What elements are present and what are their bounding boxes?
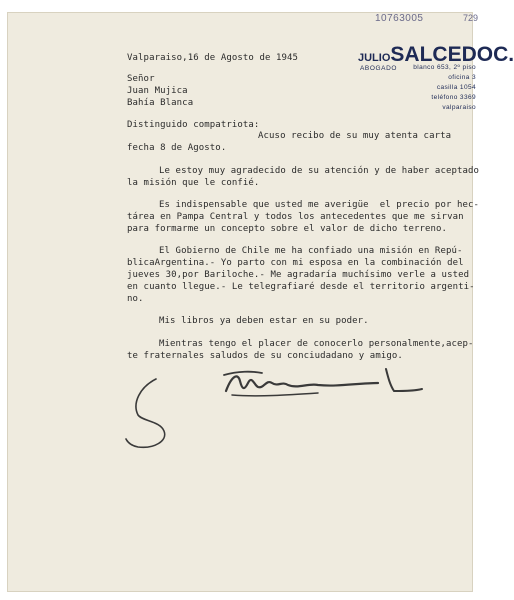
salutation: Distinguido compatriota: — [127, 120, 260, 130]
recipient-line: Señor — [127, 74, 155, 84]
letterhead-title: ABOGADO — [360, 65, 398, 72]
recipient-line: Juan Mujica — [127, 86, 188, 96]
handwritten-signature — [218, 361, 438, 401]
letterhead-last-name: SALCEDO — [390, 43, 494, 66]
paragraph-line: Le estoy muy agradecido de su atención y de haber aceptado — [159, 166, 480, 176]
paragraph-line: en cuanto llegue.- Le telegrafiaré desde el territorio argenti- — [127, 282, 475, 292]
letterhead-initial: C. — [493, 43, 514, 66]
paragraph-line: te fraternales saludos de su conciudadano y amigo. — [127, 351, 403, 361]
address-line: teléfono 3369 — [431, 94, 476, 101]
archive-page-number: 729 — [463, 13, 479, 23]
archive-number: 10763005 — [375, 13, 424, 24]
paragraph-line: Es indispensable que usted me averigüe el precio por hec- — [159, 200, 480, 210]
paragraph-line: Acuso recibo de su muy atenta carta — [258, 131, 452, 141]
letterhead-address — [400, 63, 476, 113]
paragraph-line: la misión que le confié. — [127, 178, 260, 188]
letterhead-first-name: JULIO — [358, 52, 391, 64]
paragraph-line: Mis libros ya deben estar en su poder. — [159, 316, 369, 326]
address-line: oficina 3 — [448, 74, 476, 81]
paragraph-line: El Gobierno de Chile me ha confiado una misión en Repú- — [159, 246, 463, 256]
paragraph-line: tárea en Pampa Central y todos los antecedentes que me sirvan — [127, 212, 464, 222]
handwritten-mark — [120, 373, 180, 453]
place-date: Valparaiso,16 de Agosto de 1945 — [127, 53, 299, 63]
letter-sheet — [7, 12, 514, 592]
paragraph-line: no. — [127, 294, 144, 304]
address-line: valparaiso — [442, 104, 476, 111]
recipient-line: Bahía Blanca — [127, 98, 194, 108]
address-line: blanco 653, 2º piso — [413, 64, 476, 71]
paragraph-line: fecha 8 de Agosto. — [127, 143, 227, 153]
address-line: casilla 1054 — [436, 84, 476, 91]
paragraph-line: para formarme un concepto sobre el valor de dicho terreno. — [127, 224, 448, 234]
paragraph-line: jueves 30,por Bariloche.- Me agradaría muchísimo verle a usted — [127, 270, 470, 280]
paragraph-line: blicaArgentina.- Yo parto con mi esposa en la combinación del — [127, 258, 464, 268]
paragraph-line: Mientras tengo el placer de conocerlo personalmente,acep- — [159, 339, 474, 349]
